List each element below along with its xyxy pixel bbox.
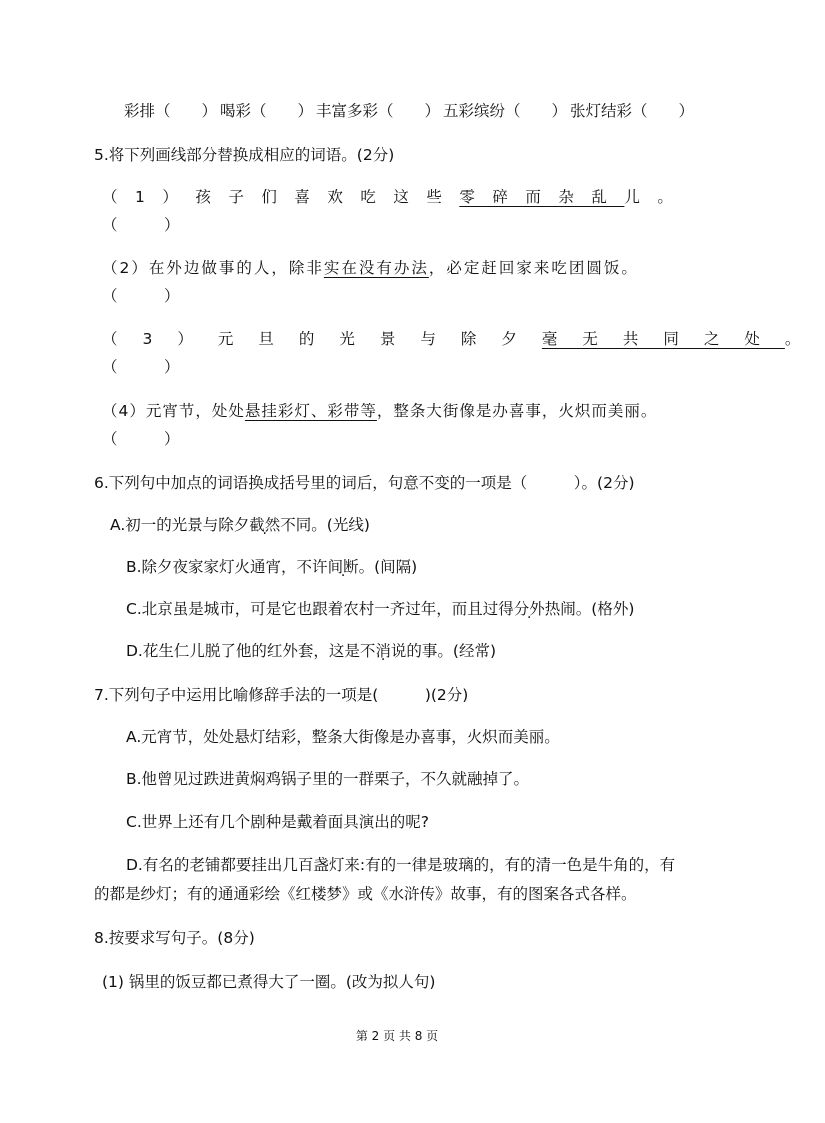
q5-item-2-underlined: 实在没有办法	[323, 259, 429, 277]
q5-item-3-blank: （ ）	[102, 358, 180, 376]
q7-title: 7.下列句子中运用比喻修辞手法的一项是( )(2分)	[94, 686, 469, 704]
q7-option-d-continued: 的都是纱灯；有的通通彩绘《红楼梦》或《水浒传》故事，有的图案各式各样。	[94, 885, 637, 903]
q5-item-3-underlined: 毫无共同之处	[541, 330, 785, 348]
word-zhangdeng: 张灯结彩（ ）	[569, 102, 694, 120]
word-hecai: 喝彩（ ）	[219, 102, 313, 120]
q5-item-2-blank: （ ）	[102, 287, 180, 305]
q6-option-c-dotted: 分外	[513, 600, 545, 618]
words-row	[124, 101, 694, 121]
q7-option-b: B.他曾见过跌进黄焖鸡锅子里的一群栗子，不久就融掉了。	[126, 770, 530, 788]
q5-item-3: （3）元旦的光景与除夕毫无共同之处。	[102, 330, 825, 348]
word-fengfu: 丰富多彩（ ）	[315, 102, 440, 120]
q5-item-4: （4）元宵节，处处悬挂彩灯、彩带等，整条大街像是办喜事，火炽而美丽。	[102, 402, 658, 420]
q5-item-4-underlined: 悬挂彩灯、彩带等	[244, 402, 377, 420]
q6-option-b-dotted: 间断	[327, 558, 359, 576]
q7-option-c: C.世界上还有几个剧种是戴着面具演出的呢?	[126, 813, 429, 831]
q5-title: 5.将下列画线部分替换成相应的词语。(2分)	[94, 146, 395, 164]
q6-option-d: D.花生仁儿脱了他的红外套，这是不消说的事。(经常)	[126, 642, 496, 660]
q6-option-d-dotted: 不消说	[359, 642, 407, 660]
q7-option-d: D.有名的老铺都要挂出几百盏灯来:有的一律是玻璃的，有的清一色是牛角的，有	[126, 856, 676, 874]
q5-item-1: （1）孩子们喜欢吃这些零碎而杂乱儿。	[102, 188, 691, 206]
q5-item-1-underlined: 零碎而杂乱	[459, 188, 625, 206]
q6-option-b: B.除夕夜家家灯火通宵，不许间断。(间隔)	[126, 558, 418, 576]
page-footer: 第 2 页 共 8 页	[355, 1029, 439, 1043]
q5-item-4-blank: （ ）	[102, 430, 180, 448]
q5-item-2: （2）在外边做事的人，除非实在没有办法，必定赶回家来吃团圆饭。	[102, 259, 639, 277]
q8-item-1: (1) 锅里的饭豆都已煮得大了一圈。(改为拟人句)	[102, 973, 436, 991]
word-paicai: 彩排（ ）	[124, 102, 218, 120]
q5-item-1-blank: （ ）	[102, 216, 180, 234]
word-wucai: 五彩缤纷（ ）	[442, 102, 567, 120]
q6-option-c: C.北京虽是城市，可是它也跟着农村一齐过年，而且过得分外热闹。(格外)	[126, 600, 635, 618]
q6-title: 6.下列句中加点的词语换成括号里的词后，句意不变的一项是（ ）。(2分)	[94, 474, 635, 492]
q8-title: 8.按要求写句子。(8分)	[94, 929, 255, 947]
q6-option-a-dotted: 截然	[249, 516, 281, 534]
q6-option-a: A.初一的光景与除夕截然不同。(光线)	[110, 516, 370, 534]
q7-option-a: A.元宵节，处处悬灯结彩，整条大街像是办喜事，火炽而美丽。	[126, 728, 560, 746]
